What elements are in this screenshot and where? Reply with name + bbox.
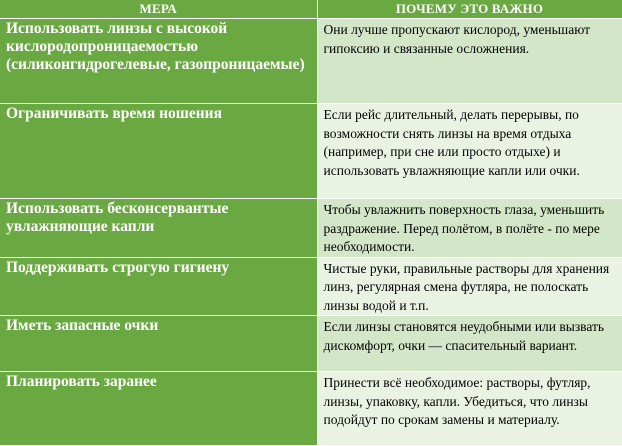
table-row [0,19,622,104]
reason-cell: Чтобы увлажнить поверхность глаза, уменьшить раздражение. Перед полётом, в полёте - по мере необходимости. [317,199,622,258]
measure-cell: Поддерживать строгую гигиену [0,257,317,316]
table-header-row [0,0,622,19]
measure-cell: Иметь запасные очки [0,316,317,372]
column-header-measure: МЕРА [0,0,317,19]
reason-cell: Если линзы становятся неудобными или вызвать дискомфорт, очки — спасительный вариант. [317,316,622,372]
reason-cell: Принести всё необходимое: растворы, футляр, линзы, упаковку, капли. Убедиться, что линзы подойдут по срокам замены и материалу. [317,372,622,446]
column-header-why: ПОЧЕМУ ЭТО ВАЖНО [317,0,622,19]
reason-cell: Если рейс длительный, делать перерывы, по возможности снять линзы на время отдыха (например, при сне или просто отдыхе) и использовать увлажняющие капли или очки. [317,104,622,199]
measure-cell: Использовать линзы с высокой кислородопроницаемостью (силиконгидрогелевые, газопроницаемые) [0,19,317,104]
measure-cell: Ограничивать время ношения [0,104,317,199]
measure-cell: Использовать бесконсервантые увлажняющие капли [0,199,317,258]
table-row [0,104,622,199]
table-row [0,372,622,446]
table-row [0,199,622,258]
table-row [0,257,622,316]
reason-cell: Чистые руки, правильные растворы для хранения линз, регулярная смена футляра, не полоскать линзы водой и т.п. [317,257,622,316]
reason-cell: Они лучше пропускают кислород, уменьшают гипоксию и связанные осложнения. [317,19,622,104]
table-row [0,316,622,372]
measure-cell: Планировать заранее [0,372,317,446]
